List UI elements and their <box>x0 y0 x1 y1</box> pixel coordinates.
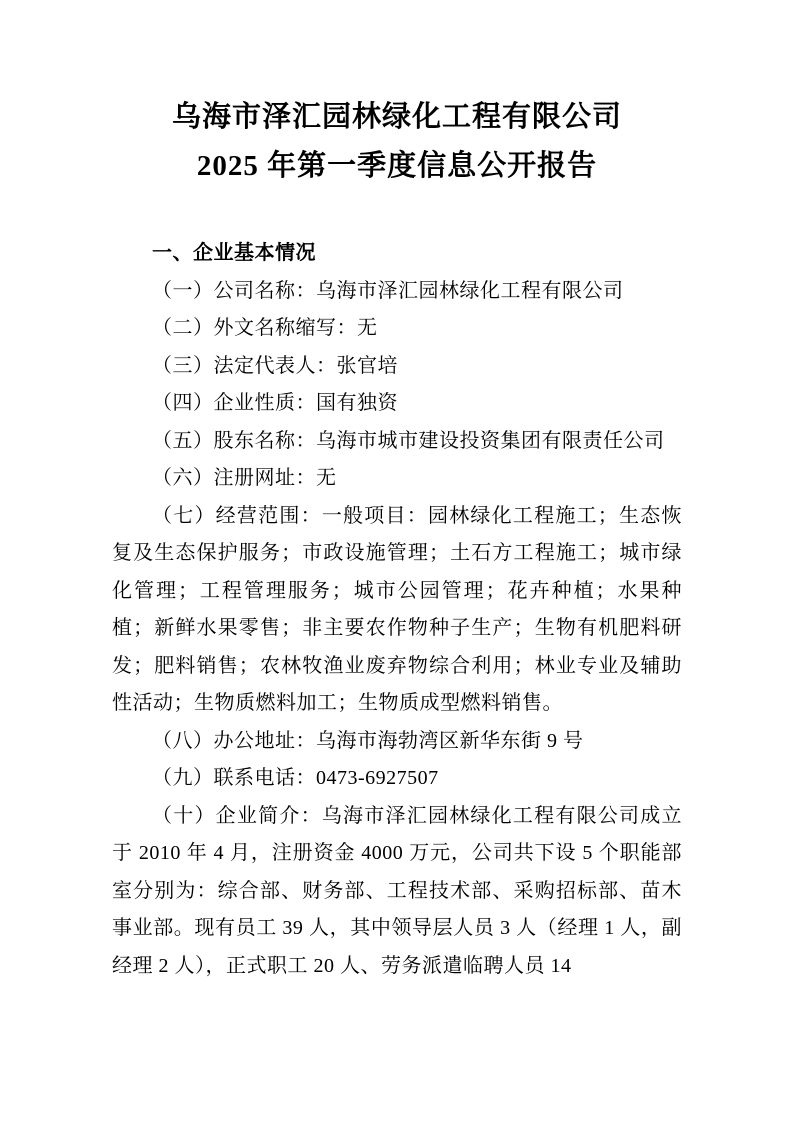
paragraph-phone: （九）联系电话：0473-6927507 <box>152 767 439 789</box>
paragraph-company-type: （四）企业性质：国有独资 <box>152 392 398 414</box>
report-title-line-1: 乌海市泽汇园林绿化工程有限公司 <box>171 101 622 133</box>
paragraph-company-intro: （十）企业简介：乌海市泽汇园林绿化工程有限公司成立于 2010 年 4 月，注册资金 4000 万元，公司共下设 5 个职能部室分别为：综合部、财务部、工程技术部、采购招标部、苗木事业部。现有员工 39 人，其中领导层人员 3 人（经理 1 人，副经理 2 人），正式职工 20 人、劳务派遣临聘人员 14 <box>112 804 682 977</box>
report-body <box>112 273 682 986</box>
report-title <box>112 93 682 191</box>
paragraph-foreign-name: （二）外文名称缩写：无 <box>152 317 378 339</box>
paragraph-company-name: （一）公司名称：乌海市泽汇园林绿化工程有限公司 <box>152 279 624 302</box>
paragraph-business-scope: （七）经营范围：一般项目：园林绿化工程施工；生态恢复及生态保护服务；市政设施管理；土石方工程施工；城市绿化管理；工程管理服务；城市公园管理；花卉种植；水果种植；新鲜水果零售；非主要农作物种子生产；生物有机肥料研发；肥料销售；农林牧渔业废弃物综合利用；林业专业及辅助性活动；生物质燃料加工；生物质成型燃料销售。 <box>112 504 682 714</box>
paragraph-shareholder: （五）股东名称：乌海市城市建设投资集团有限责任公司 <box>152 429 665 452</box>
paragraph-website: （六）注册网址：无 <box>152 467 337 489</box>
paragraph-legal-rep: （三）法定代表人：张官培 <box>152 354 398 377</box>
report-title-line-2: 2025 年第一季度信息公开报告 <box>196 150 598 182</box>
paragraph-office-address: （八）办公地址：乌海市海勃湾区新华东街 9 号 <box>152 729 584 752</box>
section-heading: 一、企业基本情况 <box>152 242 316 264</box>
